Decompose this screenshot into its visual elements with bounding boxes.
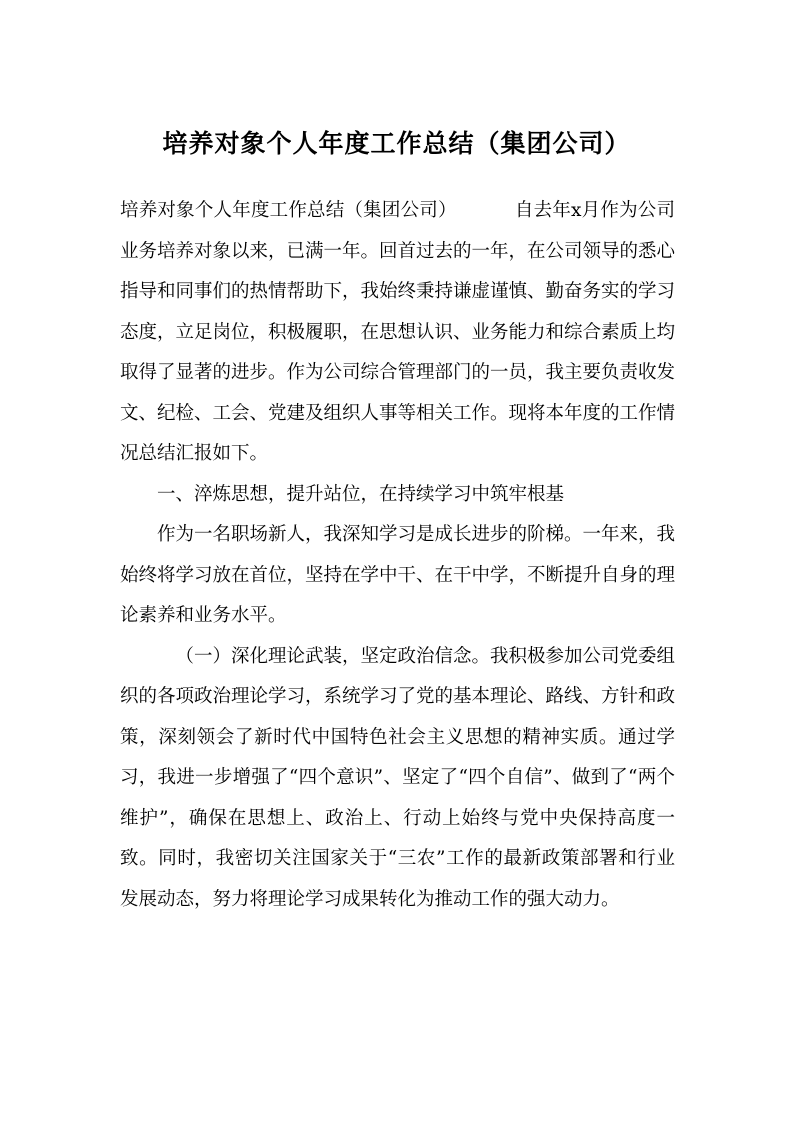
document-body bbox=[120, 191, 675, 920]
section-1-paragraph: 作为一名职场新人，我深知学习是成长进步的阶梯。一年来，我始终将学习放在首位，坚持在学中干、在干中学，不断提升自身的理论素养和业务水平。 bbox=[120, 524, 676, 626]
section-1-heading: 一、淬炼思想，提升站位，在持续学习中筑牢根基 bbox=[157, 483, 565, 505]
document-title: 培养对象个人年度工作总结（集团公司） bbox=[162, 129, 631, 158]
subsection-1-paragraph: （一）深化理论武装，坚定政治信念。我积极参加公司党委组织的各项政治理论学习，系统学习了党的基本理论、路线、方针和政策，深刻领会了新时代中国特色社会主义思想的精神实质。通过学习，我进一步增强了“四个意识”、坚定了“四个自信”、做到了“两个维护”，确保在思想上、政治上、行动上始终与党中央保持高度一致。同时，我密切关注国家关于“三农”工作的最新政策部署和行业发展动态，努力将理论学习成果转化为推动工作的强大动力。 bbox=[120, 645, 676, 910]
intro-paragraph bbox=[120, 191, 675, 475]
intro-rest: 自去年x月作为公司业务培养对象以来，已满一年。回首过去的一年，在公司领导的悉心指导和同事们的热情帮助下，我始终秉持谦虚谨慎、勤奋务实的学习态度，立足岗位，积极履职，在思想认识、业务能力和综合素质上均取得了显著的进步。作为公司综合管理部门的一员，我主要负责收发文、纪检、工会、党建及组织人事等相关工作。现将本年度的工作情况总结汇报如下。 bbox=[120, 200, 676, 464]
intro-lead: 培养对象个人年度工作总结（集团公司） bbox=[120, 200, 457, 221]
